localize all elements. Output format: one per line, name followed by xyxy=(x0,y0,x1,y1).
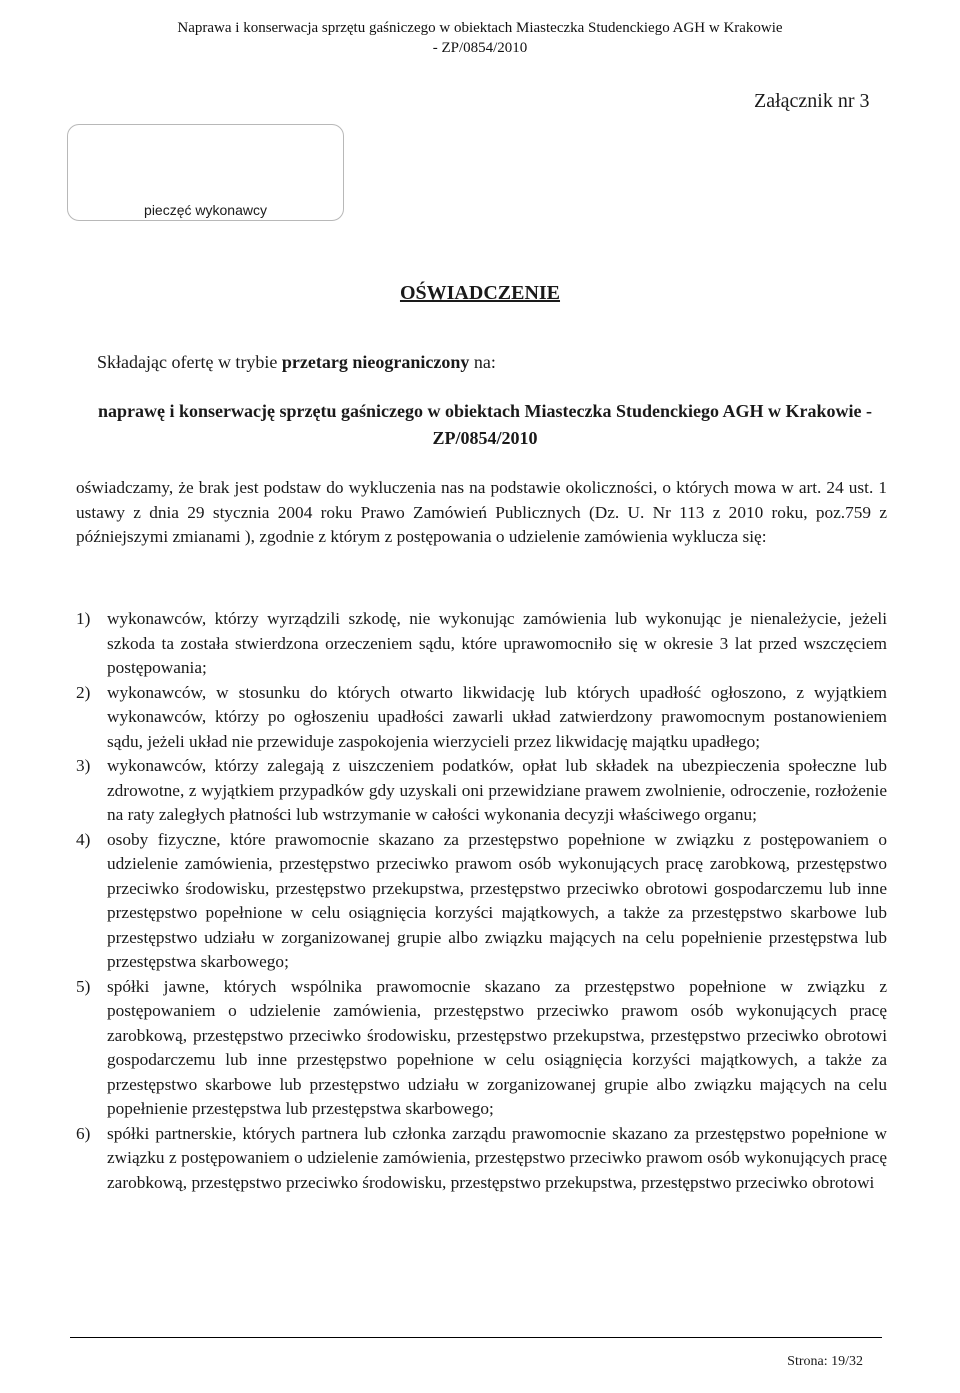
header-reference: - ZP/0854/2010 xyxy=(432,40,528,56)
stamp-label: pieczęć wykonawcy xyxy=(144,202,267,218)
item-text: wykonawców, którzy zalegają z uiszczeniem podatków, opłat lub składek na ubezpieczenia społeczne lub zdrowotne, z wyjątkiem przypadków gdy uzyskali oni przewidziane prawem zwolnienie, odroczenie, rozłożenie na raty zaległych płatności lub wstrzymanie w całości wykonania decyzji właściwego organu; xyxy=(107,756,887,824)
item-text: wykonawców, którzy wyrządzili szkodę, nie wykonując zamówienia lub wykonując je nienależycie, jeżeli szkoda ta została stwierdzona orzeczeniem sądu, które uprawomocniło się w okresie 3 lat przed wszczęciem postępowania; xyxy=(107,609,887,677)
list-item xyxy=(76,1122,887,1196)
item-number: 4) xyxy=(76,829,91,849)
item-number: 3) xyxy=(76,756,91,775)
list-item xyxy=(76,681,887,755)
tender-subject: naprawę i konserwację sprzętu gaśniczego w obiektach Miasteczka Studenckiego AGH w Krakowie - ZP/0854/2010 xyxy=(98,401,872,448)
intro-post: na: xyxy=(469,352,496,372)
intro-tender-mode: przetarg nieograniczony xyxy=(281,352,470,372)
declaration-paragraph: oświadczamy, że brak jest podstaw do wykluczenia nas na podstawie okoliczności, o których mowa w art. 24 ust. 1 ustawy z dnia 29 stycznia 2004 roku Prawo Zamówień Publicznych (Dz. U. Nr 113 z 2010 roku, poz.759 z późniejszymi zmianami ), zgodnie z którym z postępowania o udzielenie zamówienia wyklucza się: xyxy=(76,478,887,546)
list-item xyxy=(76,607,887,681)
item-text: spółki partnerskie, których partnera lub członka zarządu prawomocnie skazano za przestępstwo popełnione w związku z postępowaniem o udzielenie zamówienia, przestępstwo przeciwko prawom osób wykonujących pracę zarobkową, przestępstwo przeciwko środowisku, przestępstwo przekupstwa, przestępstwo przeciwko obrotowi xyxy=(107,1123,887,1192)
exclusion-list xyxy=(76,607,887,1195)
list-item xyxy=(76,975,887,1122)
item-number: 5) xyxy=(76,976,91,996)
item-text: osoby fizyczne, które prawomocnie skazano za przestępstwo popełnione w związku z postępowaniem o udzielenie zamówienia, przestępstwo przeciwko prawom osób wykonujących pracę zarobkową, przestępstwo przeciwko środowisku, przestępstwo przekupstwa, przestępstwo przeciwko obrotowi gospodarczemu lub inne przestępstwo popełnione w celu osiągnięcia korzyści majątkowych, a także za przestępstwo skarbowe lub przestępstwo udziału w zorganizowanej grupie albo związku mających na celu popełnienie przestępstwa lub przestępstwa skarbowego; xyxy=(107,829,887,971)
item-text: spółki jawne, których wspólnika prawomocnie skazano za przestępstwo popełnione w związku z postępowaniem o udzielenie zamówienia, przestępstwo przeciwko prawom osób wykonujących pracę zarobkową, przestępstwo przeciwko środowisku, przestępstwo przekupstwa, przestępstwo przeciwko obrotowi gospodarczemu lub inne przestępstwo popełnione w celu osiągnięcia korzyści majątkowych, a także za przestępstwo skarbowe lub przestępstwo udziału w zorganizowanej grupie albo związku mających na celu popełnienie przestępstwa lub przestępstwa skarbowego; xyxy=(107,976,887,1118)
contractor-stamp-box xyxy=(67,124,344,221)
list-item xyxy=(76,754,887,828)
item-number: 2) xyxy=(76,682,91,702)
item-number: 1) xyxy=(76,609,91,628)
document-title: OŚWIADCZENIE xyxy=(399,282,561,304)
item-number: 6) xyxy=(76,1123,91,1143)
annex-number: Załącznik nr 3 xyxy=(754,90,870,112)
list-item xyxy=(76,828,887,975)
item-text: wykonawców, w stosunku do których otwarto likwidację lub których upadłość ogłoszono, z wyjątkiem wykonawców, którzy po ogłoszeniu upadłości zawarli układ zatwierdzony prawomocnym postanowieniem sądu, jeżeli układ nie przewiduje zaspokojenia wierzycieli przez likwidację majątku upadłego; xyxy=(107,682,887,751)
intro-pre: Składając ofertę w trybie xyxy=(97,352,282,372)
page-number: Strona: 19/32 xyxy=(787,1354,863,1369)
footer-divider xyxy=(70,1337,882,1338)
header-title: Naprawa i konserwacja sprzętu gaśniczego w obiektach Miasteczka Studenckiego AGH w Krakowie xyxy=(177,20,783,36)
intro-line xyxy=(97,352,496,373)
